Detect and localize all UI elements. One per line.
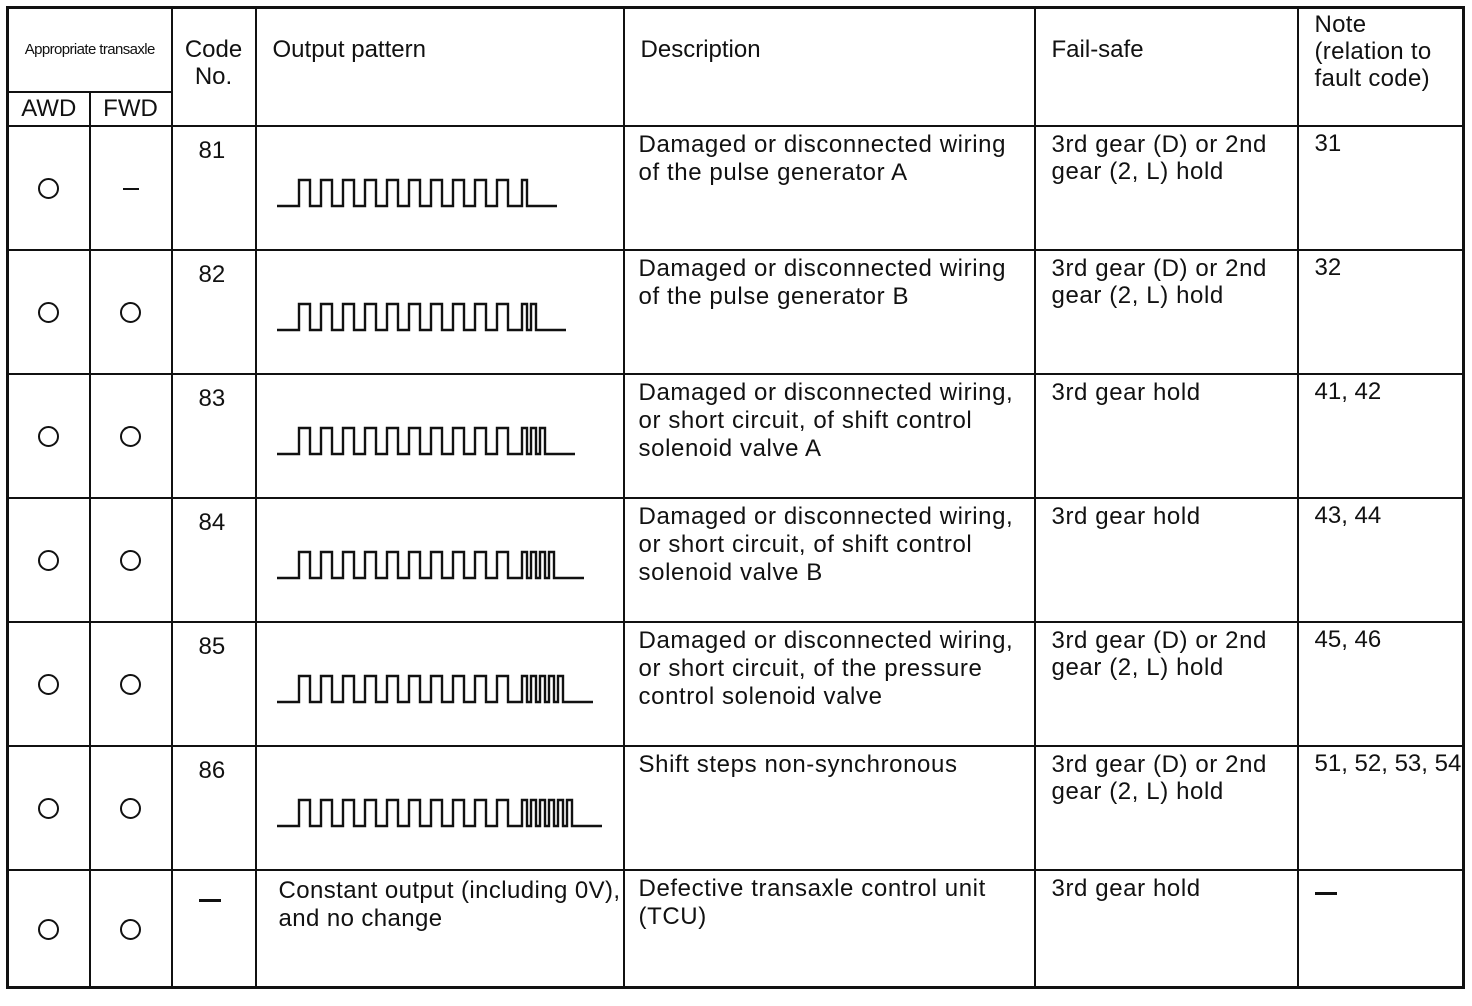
output-pattern-text: Constant output (including 0V), and no change: [256, 870, 624, 988]
code-number: 84: [198, 508, 226, 536]
code-dash: [199, 899, 221, 902]
description-cell: Damaged or disconnected wiring of the pulse generator A: [624, 126, 1035, 250]
output-pattern-cell: [256, 126, 624, 250]
code-no-header: Code No.: [172, 8, 256, 126]
fail-safe-cell: 3rd gear (D) or 2nd gear (2, L) hold: [1035, 622, 1298, 746]
code-number: 85: [198, 632, 226, 660]
table-row: [8, 250, 1464, 374]
code-number: 81: [198, 136, 226, 164]
circle-mark-icon: [38, 178, 59, 199]
waveform-line: [277, 552, 584, 578]
waveform-line: [277, 180, 557, 206]
description-cell: Shift steps non-synchronous: [624, 746, 1035, 870]
awd-mark: [8, 746, 90, 870]
circle-mark-icon: [38, 674, 59, 695]
awd-mark: [8, 622, 90, 746]
fail-safe-header: Fail-safe: [1035, 8, 1298, 126]
fail-safe-cell: 3rd gear (D) or 2nd gear (2, L) hold: [1035, 126, 1298, 250]
fail-safe-cell: 3rd gear hold: [1035, 498, 1298, 622]
circle-mark-icon: [120, 674, 141, 695]
awd-mark: [8, 126, 90, 250]
note-dash: [1315, 892, 1337, 895]
circle-mark-icon: [120, 798, 141, 819]
output-pattern-cell: [256, 622, 624, 746]
note-cell: 41, 42: [1298, 374, 1464, 498]
circle-mark-icon: [120, 302, 141, 323]
fail-safe-cell: 3rd gear (D) or 2nd gear (2, L) hold: [1035, 746, 1298, 870]
circle-mark-icon: [38, 798, 59, 819]
fwd-mark: [90, 374, 172, 498]
note-cell: 31: [1298, 126, 1464, 250]
code-number: 83: [198, 384, 226, 412]
fwd-mark: [90, 250, 172, 374]
waveform-line: [277, 428, 575, 454]
fwd-mark: [90, 498, 172, 622]
code-number: 82: [198, 260, 226, 288]
waveform-line: [277, 304, 566, 330]
output-pattern-waveform-icon: [277, 532, 588, 588]
output-pattern-cell: [256, 250, 624, 374]
awd-mark: [8, 374, 90, 498]
header-row: [8, 8, 1464, 92]
output-pattern-waveform-icon: [277, 160, 561, 216]
code-number: 86: [198, 756, 226, 784]
table-row: [8, 126, 1464, 250]
code-cell: [172, 870, 256, 988]
awd-mark: [8, 870, 90, 988]
waveform-line: [277, 800, 602, 826]
output-pattern-cell: [256, 746, 624, 870]
code-cell: [172, 498, 256, 622]
note-cell: 51, 52, 53, 54: [1298, 746, 1464, 870]
fwd-mark: [90, 126, 172, 250]
awd-mark: [8, 250, 90, 374]
fail-safe-cell: 3rd gear (D) or 2nd gear (2, L) hold: [1035, 250, 1298, 374]
description-cell: Defective transaxle control unit (TCU): [624, 870, 1035, 988]
note-cell: [1298, 870, 1464, 988]
circle-mark-icon: [120, 919, 141, 940]
note-cell: 32: [1298, 250, 1464, 374]
output-pattern-header: Output pattern: [256, 8, 624, 126]
output-pattern-waveform-icon: [277, 656, 597, 712]
fwd-mark: [90, 870, 172, 988]
table-row: [8, 498, 1464, 622]
output-pattern-waveform-icon: [277, 408, 579, 464]
description-cell: Damaged or disconnected wiring, or short circuit, of shift control solenoid valve B: [624, 498, 1035, 622]
note-cell: 43, 44: [1298, 498, 1464, 622]
output-pattern-cell: [256, 374, 624, 498]
appropriate-transaxle-header: Appropriate transaxle: [8, 8, 172, 92]
fail-safe-cell: 3rd gear hold: [1035, 870, 1298, 988]
circle-mark-icon: [38, 550, 59, 571]
circle-mark-icon: [38, 426, 59, 447]
awd-header: AWD: [8, 92, 90, 126]
note-cell: 45, 46: [1298, 622, 1464, 746]
output-pattern-waveform-icon: [277, 284, 570, 340]
dash-mark-icon: [123, 188, 139, 190]
code-cell: [172, 250, 256, 374]
fwd-header: FWD: [90, 92, 172, 126]
circle-mark-icon: [38, 302, 59, 323]
output-pattern-waveform-icon: [277, 780, 606, 836]
code-cell: [172, 374, 256, 498]
table-row: [8, 870, 1464, 988]
table-row: [8, 374, 1464, 498]
description-cell: Damaged or disconnected wiring of the pulse generator B: [624, 250, 1035, 374]
fwd-mark: [90, 746, 172, 870]
description-header: Description: [624, 8, 1035, 126]
description-cell: Damaged or disconnected wiring, or short circuit, of shift control solenoid valve A: [624, 374, 1035, 498]
fail-safe-cell: 3rd gear hold: [1035, 374, 1298, 498]
circle-mark-icon: [38, 919, 59, 940]
note-header: Note (relation to fault code): [1298, 8, 1464, 126]
output-pattern-cell: [256, 498, 624, 622]
awd-mark: [8, 498, 90, 622]
fault-code-table: [6, 6, 1465, 989]
code-cell: [172, 126, 256, 250]
waveform-line: [277, 676, 593, 702]
fwd-mark: [90, 622, 172, 746]
code-cell: [172, 622, 256, 746]
table-row: [8, 746, 1464, 870]
code-cell: [172, 746, 256, 870]
circle-mark-icon: [120, 550, 141, 571]
description-cell: Damaged or disconnected wiring, or short circuit, of the pressure control solenoid valve: [624, 622, 1035, 746]
circle-mark-icon: [120, 426, 141, 447]
table-row: [8, 622, 1464, 746]
